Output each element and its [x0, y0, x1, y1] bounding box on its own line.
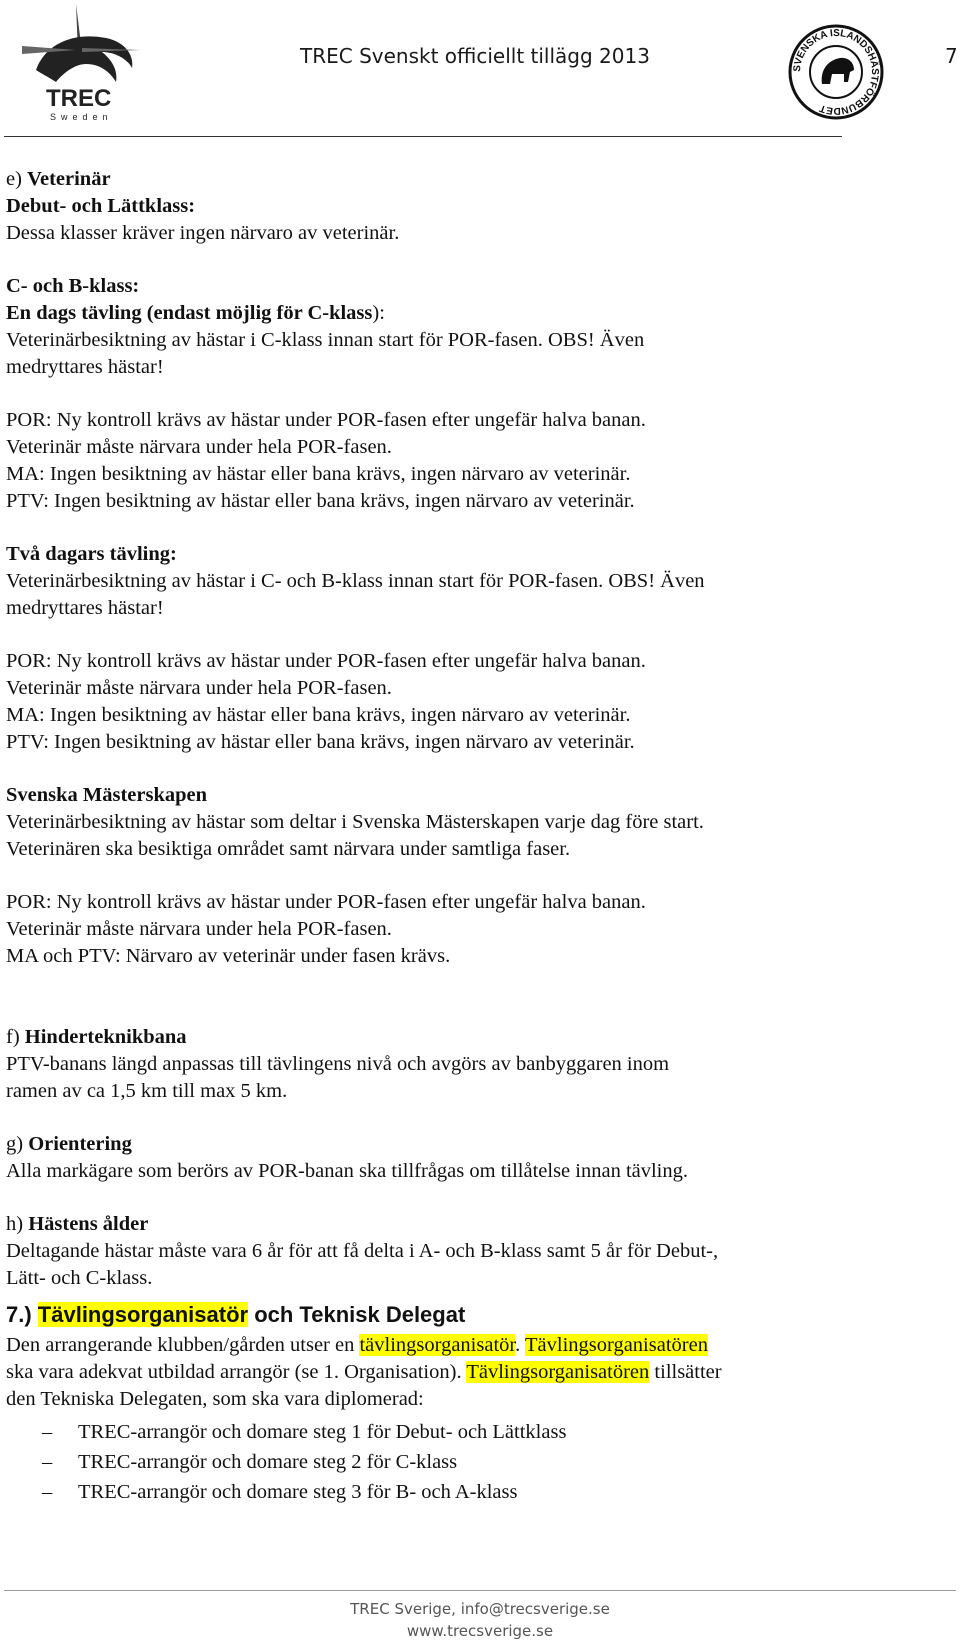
two-day-line-1: Veterinärbesiktning av hästar i C- och B-klass innan start för POR-fasen. OBS! Även [6, 570, 705, 592]
highlight: Tävlingsorganisatör [37, 1302, 249, 1327]
two-day-por-line-1: POR: Ny kontroll krävs av hästar under POR-fasen efter ungefär halva banan. [6, 650, 646, 672]
logo-text: TREC [46, 85, 112, 112]
one-day-line-2: medryttares hästar! [6, 356, 164, 378]
ma-line: MA: Ingen besiktning av hästar eller bana krävs, ingen närvaro av veterinär. [6, 463, 631, 485]
header-divider [4, 136, 842, 137]
debut-heading: Debut- och Lättklass: [6, 195, 196, 217]
page-header [0, 0, 960, 140]
page-footer [0, 1598, 960, 1642]
sm-line-2: Veterinären ska besiktiga området samt närvara under samtliga faser. [6, 838, 571, 860]
alder-line-2: Lätt- och C-klass. [6, 1267, 153, 1289]
two-day-ma-line: MA: Ingen besiktning av hästar eller bana krävs, ingen närvaro av veterinär. [6, 704, 631, 726]
footer-contact: TREC Sverige, info@trecsverige.se [350, 1600, 610, 1618]
por-line-1: POR: Ny kontroll krävs av hästar under POR-fasen efter ungefär halva banan. [6, 409, 646, 431]
delegate-requirements-list [6, 1417, 936, 1507]
sm-ma-ptv-line: MA och PTV: Närvaro av veterinär under fasen krävs. [6, 945, 451, 967]
sm-por-line-2: Veterinär måste närvara under hela POR-fasen. [6, 918, 392, 940]
two-day-heading: Två dagars tävling: [6, 543, 177, 565]
footer-divider [4, 1590, 956, 1591]
document-body [6, 166, 936, 1507]
two-day-por-line-2: Veterinär måste närvara under hela POR-fasen. [6, 677, 392, 699]
seal-text: SVENSKA ISLANDSHÄSTFÖRBUNDET [791, 27, 881, 117]
debut-text: Dessa klasser kräver ingen närvaro av veterinär. [6, 222, 400, 244]
page-number: 7 [945, 44, 958, 68]
one-day-heading: En dags tävling (endast möjlig för C-klass): [6, 302, 385, 324]
sm-por-line-1: POR: Ny kontroll krävs av hästar under POR-fasen efter ungefär halva banan. [6, 891, 646, 913]
cb-heading: C- och B-klass: [6, 275, 140, 297]
ptv-line: PTV: Ingen besiktning av hästar eller bana krävs, ingen närvaro av veterinär. [6, 490, 635, 512]
s7-line-3: den Tekniska Delegaten, som ska vara diplomerad: [6, 1388, 424, 1410]
alder-line-1: Deltagande hästar måste vara 6 år för att få delta i A- och B-klass samt 5 år för Debut-, [6, 1240, 719, 1262]
hinder-line-1: PTV-banans längd anpassas till tävlingens nivå och avgörs av banbyggaren inom [6, 1053, 670, 1075]
logo-subtext: Sweden [50, 112, 113, 122]
list-item: – TREC-arrangör och domare steg 2 för C-klass [42, 1451, 458, 1473]
s7-line-1: Den arrangerande klubben/gården utser en tävlingsorganisatör. Tävlingsorganisatören [6, 1334, 708, 1356]
islandshastforbundet-seal [788, 24, 884, 120]
two-day-ptv-line: PTV: Ingen besiktning av hästar eller bana krävs, ingen närvaro av veterinär. [6, 731, 635, 753]
sm-heading: Svenska Mästerskapen [6, 784, 208, 806]
por-line-2: Veterinär måste närvara under hela POR-fasen. [6, 436, 392, 458]
two-day-line-2: medryttares hästar! [6, 597, 164, 619]
list-item: – TREC-arrangör och domare steg 1 för Debut- och Lättklass [42, 1421, 567, 1443]
section-h-heading: h) Hästens ålder [6, 1213, 149, 1235]
list-item: – TREC-arrangör och domare steg 3 för B- och A-klass [42, 1481, 518, 1503]
section-g-heading: g) Orientering [6, 1133, 132, 1155]
highlight: tävlingsorganisatör [359, 1334, 516, 1356]
section-7-heading: 7.) Tävlingsorganisatör och Teknisk Delegat [6, 1302, 466, 1327]
one-day-line-1: Veterinärbesiktning av hästar i C-klass innan start för POR-fasen. OBS! Även [6, 329, 645, 351]
highlight: Tävlingsorganisatören [525, 1334, 708, 1356]
section-e-heading: e) Veterinär [6, 168, 111, 190]
header-title: TREC Svenskt officiellt tillägg 2013 [300, 44, 650, 68]
s7-line-2: ska vara adekvat utbildad arrangör (se 1. Organisation). Tävlingsorganisatören tillsätter [6, 1361, 722, 1383]
highlight: Tävlingsorganisatören [466, 1361, 650, 1383]
footer-website: www.trecsverige.se [406, 1622, 554, 1640]
sm-line-1: Veterinärbesiktning av hästar som deltar i Svenska Mästerskapen varje dag före start. [6, 811, 704, 833]
hinder-line-2: ramen av ca 1,5 km till max 5 km. [6, 1080, 288, 1102]
section-f-heading: f) Hinderteknikbana [6, 1026, 187, 1048]
trec-sweden-logo [16, 2, 146, 124]
orient-line-1: Alla markägare som berörs av POR-banan ska tillfrågas om tillåtelse innan tävling. [6, 1160, 689, 1182]
